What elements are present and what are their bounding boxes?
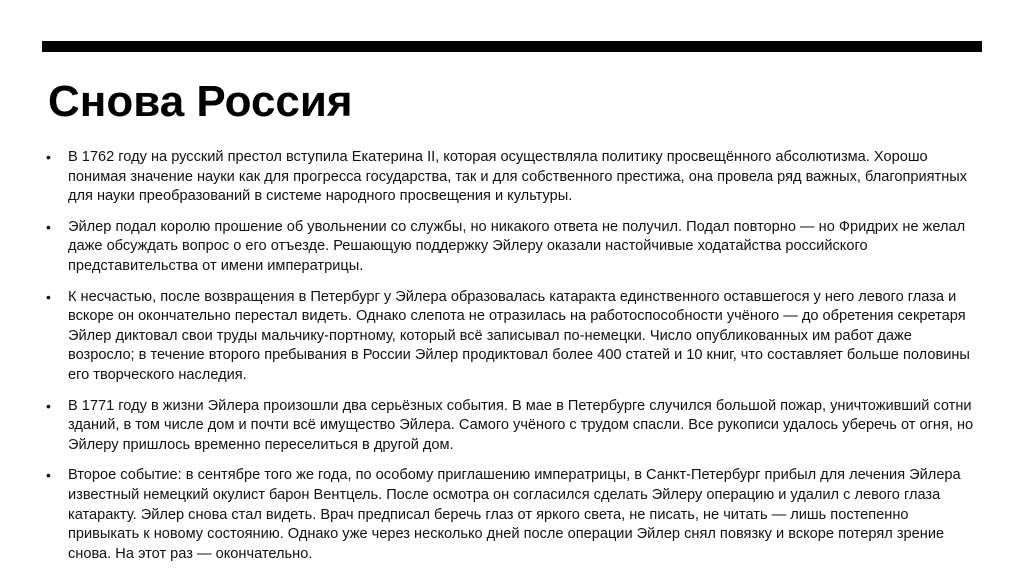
- bullet-icon: •: [46, 149, 51, 165]
- bullet-item-catherine: [40, 148, 980, 207]
- bullet-list: [40, 148, 980, 575]
- bullet-text: В 1762 году на русский престол вступила Екатерина II, которая осуществляла политику просвещённого абсолютизма. Хорошо понимая значение науки как для прогресса государства, так и для собственного престижа, она провела ряд важных, благоприятных для науки преобразований в системе народного просвещения и культуры.: [68, 149, 968, 205]
- bullet-icon: •: [46, 467, 51, 484]
- bullet-text: К несчастью, после возвращения в Петербург у Эйлера образовалась катаракта единственного оставшегося у него левого глаза и вскоре он окончательно перестал видеть. Однако слепота не отразилась на работоспособности учёного — до обретения секретаря Эйлер диктовал свои труды мальчику-портному, который всё записывал по-немецки. Число опубликованных им работ даже возросло; в течение второго пребывания в России Эйлер продиктовал более 400 статей и 10 книг, что составляет больше половины его творческого наследия.: [68, 288, 970, 383]
- bullet-text: Второе событие: в сентябре того же года, по особому приглашению императрицы, в Санкт-Петербург прибыл для лечения Эйлера известный немецкий окулист барон Вентцель. После осмотра он согласился сделать Эйлеру операцию и удалил с левого глаза катаракту. Эйлер снова стал видеть. Врач предписал беречь глаз от яркого света, не писать, не читать — лишь постепенно привыкать к новому состоянию. Однако уже через несколько дней после операции Эйлер снял повязку и вскоре потерял зрение снова. На этот раз — окончательно.: [68, 467, 961, 562]
- bullet-item-resignation: [40, 218, 980, 277]
- bullet-item-operation: [40, 466, 980, 564]
- bullet-item-fire: [40, 397, 980, 456]
- title-accent-bar: [42, 41, 982, 52]
- bullet-icon: •: [46, 288, 51, 305]
- bullet-text: Эйлер подал королю прошение об увольнении со службы, но никакого ответа не получил. Подал повторно — но Фридрих не желал даже обсуждать вопрос о его отъезде. Решающую поддержку Эйлеру оказали настойчивые ходатайства российского представительства от имени императрицы.: [68, 218, 966, 274]
- bullet-icon: •: [46, 397, 51, 414]
- bullet-item-cataract: [40, 288, 980, 386]
- bullet-icon: •: [46, 218, 51, 235]
- bullet-text: В 1771 году в жизни Эйлера произошли два серьёзных события. В мае в Петербурге случился большой пожар, уничтоживший сотни зданий, в том числе дом и почти всё имущество Эйлера. Самого учёного с трудом спасли. Все рукописи удалось уберечь от огня, но Эйлеру пришлось временно переселиться в другой дом.: [68, 397, 974, 453]
- slide-title: Снова Россия: [48, 77, 353, 126]
